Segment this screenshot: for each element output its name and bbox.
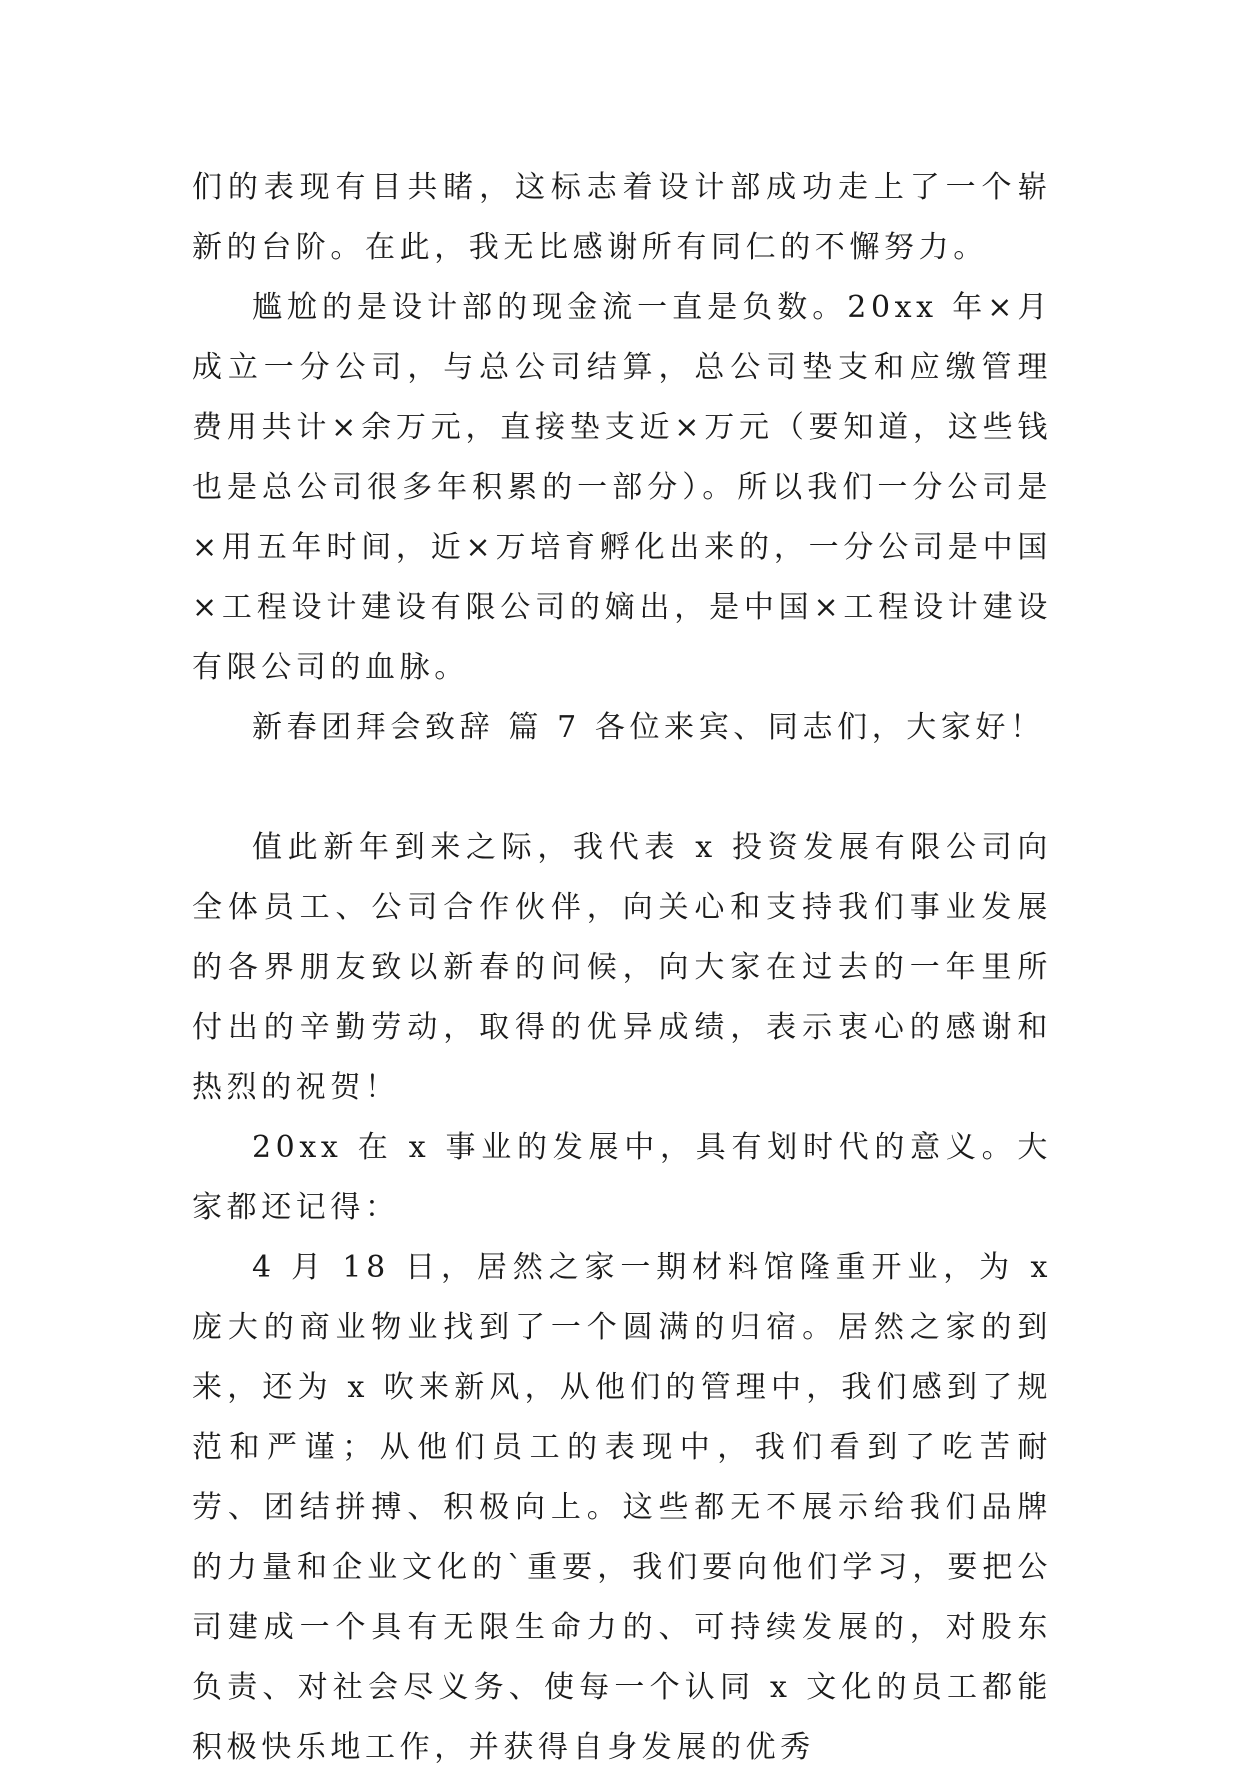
paragraph-6: 4 月 18 日，居然之家一期材料馆隆重开业，为 x 庞大的商业物业找到了一个圆满的归宿。居然之家的到来，还为 x 吹来新风，从他们的管理中，我们感到了规范和严谨；从他们员工的表现中，我们看到了吃苦耐劳、团结拼搏、积极向上。这些都无不展示给我们品牌的力量和企业文化的`重要，我们要向他们学习，要把公司建成一个具有无限生命力的、可持续发展的，对股东负责、对社会尽义务、使每一个认同 x 文化的员工都能积极快乐地工作，并获得自身发展的优秀: [192, 1250, 1052, 1765]
paragraph-3-heading: 新春团拜会致辞 篇 7 各位来宾、同志们，大家好！: [252, 710, 1045, 745]
paragraph-gap: [192, 758, 1052, 818]
paragraph-1: 们的表现有目共睹，这标志着设计部成功走上了一个崭新的台阶。在此，我无比感谢所有同仁的不懈努力。: [192, 170, 1052, 265]
document-body: [192, 158, 1052, 1778]
paragraph-5: 20xx 在 x 事业的发展中，具有划时代的意义。大家都还记得：: [192, 1130, 1052, 1225]
paragraph-2: 尴尬的是设计部的现金流一直是负数。20xx 年×月成立一分公司，与总公司结算，总公司垫支和应缴管理费用共计×余万元，直接垫支近×万元（要知道，这些钱也是总公司很多年积累的一部分）。所以我们一分公司是×用五年时间，近×万培育孵化出来的，一分公司是中国×工程设计建设有限公司的嫡出，是中国×工程设计建设有限公司的血脉。: [192, 290, 1052, 685]
paragraph-4: 值此新年到来之际，我代表 x 投资发展有限公司向全体员工、公司合作伙伴，向关心和支持我们事业发展的各界朋友致以新春的问候，向大家在过去的一年里所付出的辛勤劳动，取得的优异成绩，表示衷心的感谢和热烈的祝贺！: [192, 830, 1052, 1105]
